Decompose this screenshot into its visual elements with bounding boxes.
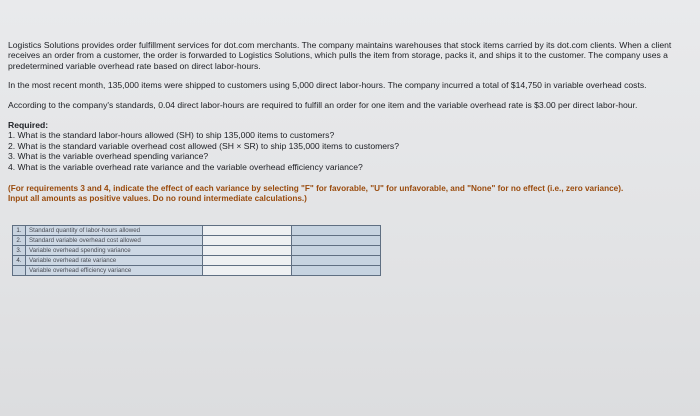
required-heading: Required: xyxy=(8,120,49,131)
instructions-text: (For requirements 3 and 4, indicate the effect of each variance by selecting "F" for favorable, "U" for unfavorable, and "None" for no effect (i.e., zero variance). Input all amounts as positive values. Do no round intermediate calculations.) xyxy=(8,184,624,204)
row-number: 2. xyxy=(13,235,26,245)
answer-input-1[interactable] xyxy=(203,225,292,235)
row-label: Variable overhead efficiency variance xyxy=(26,265,203,275)
row-number xyxy=(13,265,26,275)
intro-paragraph: Logistics Solutions provides order fulfillment services for dot.com merchants. The company maintains warehouses that stock items carried by its dot.com clients. When a client receives an order from a customer, the order is forwarded to Logistics Solutions, which pulls the item from storage, packs it, and ships it to the customer. The company uses a predetermined variable overhead rate based on direct labor-hours. xyxy=(8,40,672,71)
answer-input-4a[interactable] xyxy=(203,255,292,265)
required-item-1: 1. What is the standard labor-hours allowed (SH) to ship 135,000 items to customers? xyxy=(8,130,335,141)
table-row xyxy=(13,265,381,275)
required-item-3: 3. What is the variable overhead spending variance? xyxy=(8,151,209,162)
answer-input-3[interactable] xyxy=(203,245,292,255)
row-label: Variable overhead rate variance xyxy=(26,255,203,265)
answer-input-2[interactable] xyxy=(203,235,292,245)
effect-select-3[interactable] xyxy=(292,245,381,255)
problem-page xyxy=(8,40,688,276)
row-number: 3. xyxy=(13,245,26,255)
table-row xyxy=(13,225,381,235)
effect-select-4b[interactable] xyxy=(292,265,381,275)
row-label: Standard quantity of labor-hours allowed xyxy=(26,225,203,235)
row-label: Variable overhead spending variance xyxy=(26,245,203,255)
row-label: Standard variable overhead cost allowed xyxy=(26,235,203,245)
effect-select-4a[interactable] xyxy=(292,255,381,265)
row-number: 1. xyxy=(13,225,26,235)
month-info-paragraph: In the most recent month, 135,000 items were shipped to customers using 5,000 direct labor-hours. The company incurred a total of $14,750 in variable overhead costs. xyxy=(8,80,647,91)
required-item-2: 2. What is the standard variable overhead cost allowed (SH × SR) to ship 135,000 items to customers? xyxy=(8,140,399,151)
answer-input-1-b[interactable] xyxy=(292,225,381,235)
standards-paragraph: According to the company's standards, 0.04 direct labor-hours are required to fulfill an order for one item and the variable overhead rate is $3.00 per direct labor-hour. xyxy=(8,99,638,110)
answer-input-4b[interactable] xyxy=(203,265,292,275)
table-row xyxy=(13,235,381,245)
table-row xyxy=(13,255,381,265)
answer-input-2-b[interactable] xyxy=(292,235,381,245)
required-list xyxy=(8,130,688,172)
required-item-4: 4. What is the variable overhead rate variance and the variable overhead efficiency variance? xyxy=(8,161,363,172)
row-number: 4. xyxy=(13,255,26,265)
answer-table xyxy=(12,225,381,276)
table-row xyxy=(13,245,381,255)
